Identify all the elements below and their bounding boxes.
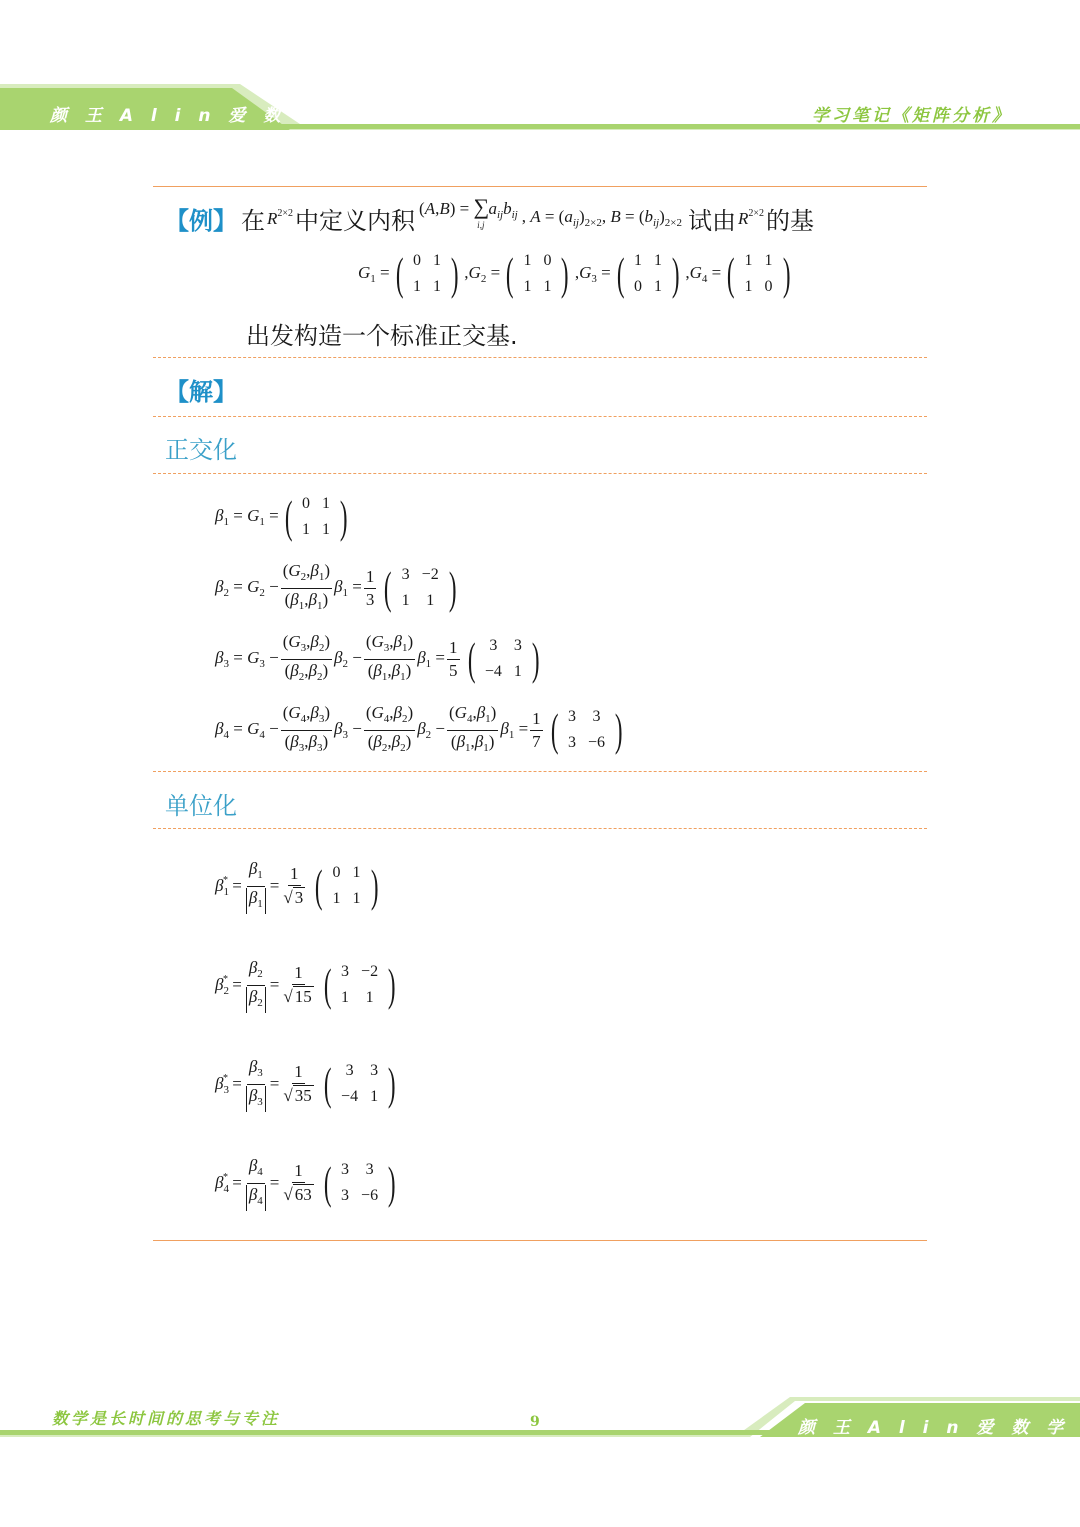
example-text-2: 中定义内积 — [295, 206, 416, 235]
inner-product-formula: $(A,B) = \sum_{i,j}a_{ij}b_{ij}$ — [419, 194, 518, 230]
divider-5 — [153, 828, 927, 829]
header-title: 学习笔记《矩阵分析》 — [812, 106, 1012, 126]
divider-1 — [153, 357, 927, 358]
footer-brand: 颜 王 A l i n 爱 数 学 — [798, 1418, 1070, 1438]
section-normalize: 单位化 — [165, 792, 237, 820]
top-rule — [153, 186, 927, 187]
example-text-5: 出发构造一个标准正交基. — [246, 322, 518, 350]
divider-3 — [153, 473, 927, 474]
eq-beta4: $\beta_4 = G_4$ − $\frac{(G_4,\beta_3)}{(\beta_3,\beta_3)}$ $\beta_3$ − $\frac{(G_4,\beta_2)}{(\beta_2,\beta_2)}$ $\beta_2$ − $\frac{(G_4,\beta_1)}{(\beta_1,\beta_1)}$ $\beta_1$ = $\frac{1}{7}$ ( 3 3 3 −6 ) — [215, 702, 623, 755]
eq-beta2: $\beta_2 = G_2$ − $\frac{(G_2,\beta_1)}{(\beta_1,\beta_1)}$ $\beta_1$ = $\frac{1}{3}$ ( 3 −2 1 1 ) — [215, 560, 457, 613]
eq-beta2-star: $\beta_2^*$ = $\frac{\beta_2}{\beta_2}$ = $\frac{1}{√ 15}$ ( 3 −2 1 1 ) — [215, 957, 401, 1013]
basis-matrices: $G_1$ = ( 0 1 1 1 ) $,G_2$ = ( 1 0 1 1 ) $,G_3$ = ( 1 1 0 1 ) $,G_4$ = ( 1 1 1 0 ) — [358, 248, 791, 299]
eq-beta3-star: $\beta_3^*$ = $\frac{\beta_3}{\beta_3}$ = $\frac{1}{√ 35}$ ( 3 3 −4 1 ) — [215, 1056, 401, 1112]
divider-2 — [153, 416, 927, 417]
eq-beta4-star: $\beta_4^*$ = $\frac{\beta_4}{\beta_4}$ = $\frac{1}{√ 63}$ ( 3 3 3 −6 ) — [215, 1155, 401, 1211]
eq-beta3: $\beta_3 = G_3$ − $\frac{(G_3,\beta_2)}{(\beta_2,\beta_2)}$ $\beta_2$ − $\frac{(G_3,\beta_1)}{(\beta_1,\beta_1)}$ $\beta_1$ = $\frac{1}{5}$ ( 3 3 −4 1 ) — [215, 631, 540, 684]
bottom-rule — [153, 1240, 927, 1241]
example-text-4: 的基 — [766, 206, 815, 235]
space-r22-b: $R^{2\times 2}$ — [738, 207, 765, 228]
solution-tag: 【解】 — [165, 378, 237, 406]
section-orthogonalize: 正交化 — [165, 436, 237, 464]
eq-beta1-star: $\beta_1^*$ = $\frac{\beta_1}{\beta_1}$ = $\frac{1}{√ 3}$ ( 0 1 1 1 ) — [215, 858, 384, 914]
divider-4 — [153, 771, 927, 772]
space-r22: $R^{2\times 2}$ — [267, 207, 294, 228]
footer-motto: 数学是长时间的思考与专注 — [52, 1409, 281, 1428]
matrix-defs: , $A = (a_{ij})_{2\times 2}$, $B = (b_{ij})_{2\times 2}$ — [521, 207, 683, 229]
page-number: 9 — [530, 1414, 540, 1430]
example-tag: 【例】 — [165, 206, 237, 235]
eq-beta1: $\beta_1 = G_1$ = ( 0 1 1 1 ) — [215, 491, 348, 542]
header-brand: 颜 王 A l i n 爱 数 学 — [50, 106, 322, 126]
example-text-1: 在 — [241, 206, 265, 235]
example-text-3: 试由 — [688, 206, 737, 235]
example-line-1 — [165, 194, 815, 238]
